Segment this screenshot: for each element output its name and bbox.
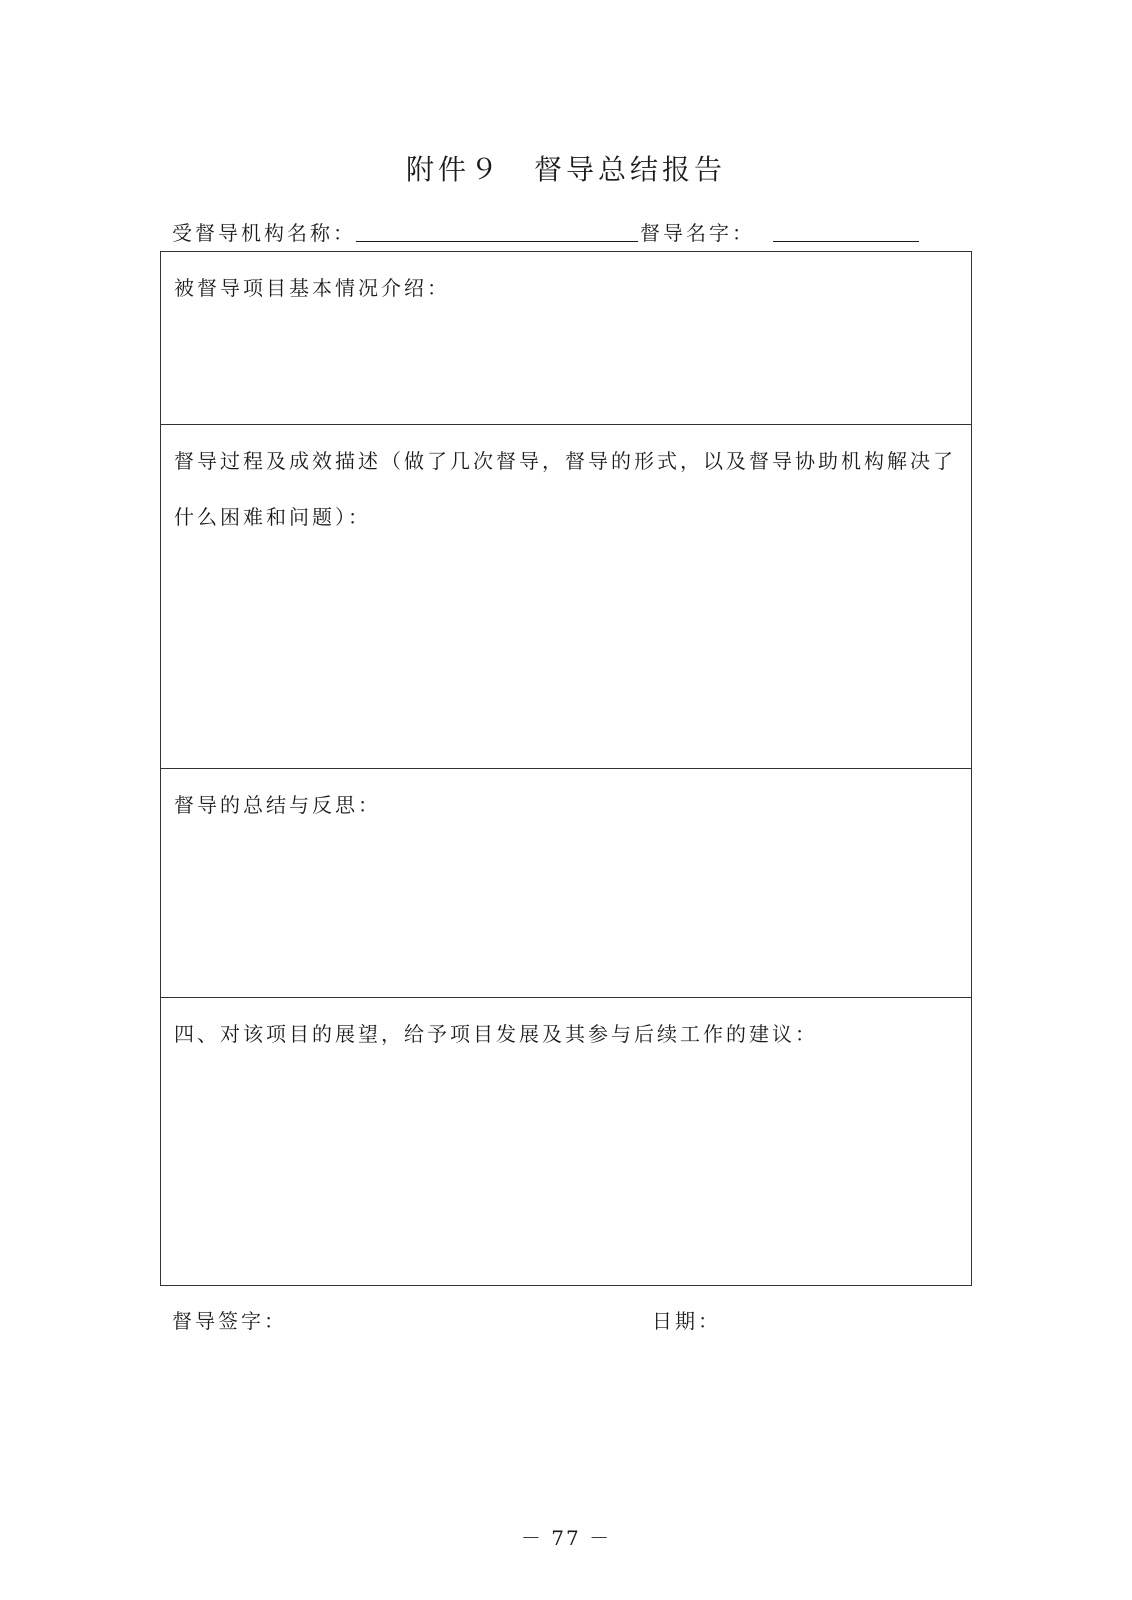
section-label: 督导过程及成效描述（做了几次督导，督导的形式，以及督导协助机构解决了什么困难和问题）： — [174, 449, 956, 529]
section-outlook-suggestions[interactable] — [161, 998, 971, 1285]
page-number: － 77 － — [520, 1526, 612, 1550]
org-name-field[interactable] — [356, 219, 638, 242]
org-name-label: 受督导机构名称： — [172, 221, 356, 245]
section-summary-reflection[interactable] — [161, 769, 971, 998]
supervisor-name-field[interactable] — [773, 219, 919, 242]
report-form — [160, 251, 972, 1286]
section-label: 督导的总结与反思： — [174, 793, 381, 817]
date-label: 日期： — [652, 1309, 721, 1333]
section-process-description[interactable] — [161, 425, 971, 769]
header-fields — [172, 218, 919, 248]
section-label: 被督导项目基本情况介绍： — [174, 276, 450, 300]
page-title: 附件９ 督导总结报告 — [405, 153, 726, 186]
supervisor-name-label: 督导名字： — [640, 221, 755, 245]
section-project-intro[interactable] — [161, 252, 971, 425]
section-label: 四、对该项目的展望，给予项目发展及其参与后续工作的建议： — [174, 1022, 818, 1046]
signature-label: 督导签字： — [172, 1309, 287, 1333]
